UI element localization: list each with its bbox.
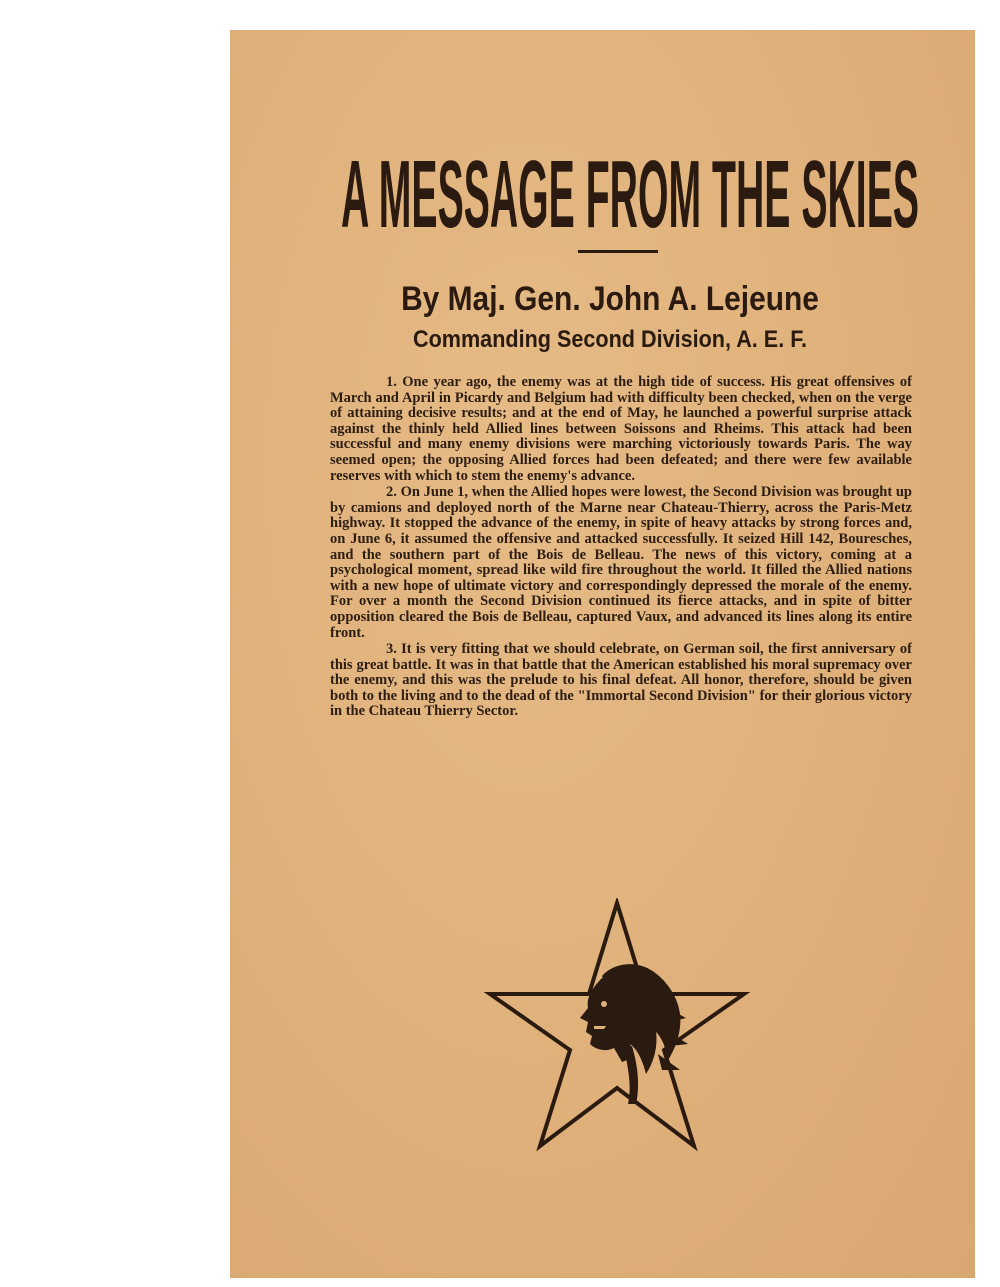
document-title-text: A MESSAGE FROM THE SKIES xyxy=(341,141,919,245)
author-byline: By Maj. Gen. John A. Lejeune xyxy=(401,280,819,318)
command-line: Commanding Second Division, A. E. F. xyxy=(412,326,808,353)
leaflet-sheet xyxy=(230,30,975,1278)
paragraph-3: 3. It is very fitting that we should celebrate, on German soil, the first anniversary of this great battle. It was in that battle that the American established his moral supremacy over the enemy, and this was the prelude to his final defeat. All honor, therefore, should be given both to the living and to the dead of the "Immortal Second Division" for their glorious victory in the Chateau Thierry Sector. xyxy=(330,641,912,720)
title-divider xyxy=(578,250,658,253)
body-text xyxy=(330,375,912,721)
paragraph-2: 2. On June 1, when the Allied hopes were lowest, the Second Division was brought up by camions and deployed north of the Marne near Chateau-Thierry, across the Paris-Metz highway. It stopped the advance of the enemy, in spite of heavy attacks by strong forces and, on June 6, it assumed the offensive and attacked successfully. It seized Hill 142, Bouresches, and the southern part of the Bois de Belleau. The news of this victory, coming at a psychological moment, spread like wild fire throughout the world. It filled the Allied nations with a new hope of ultimate victory and correspondingly depressed the morale of the enemy. For over a month the Second Division continued its fierce attacks, and in spite of bitter opposition cleared the Bois de Belleau, captured Vaux, and advanced its lines along its entire front. xyxy=(330,484,912,641)
document-title xyxy=(330,135,930,275)
paragraph-1: 1. One year ago, the enemy was at the high tide of success. His great offensives of March and April in Picardy and Belgium had with difficulty been checked, when on the verge of attaining decisive results; and at the end of May, he launched a powerful surprise attack against the thinly held Allied lines between Soissons and Rheims. This attack had been successful and many enemy divisions were marching victoriously towards Paris. The way seemed open; the opposing Allied forces had been defeated; and there were few available reserves with which to stem the enemy's advance. xyxy=(330,374,912,484)
star-with-indian-head-icon xyxy=(482,898,752,1168)
